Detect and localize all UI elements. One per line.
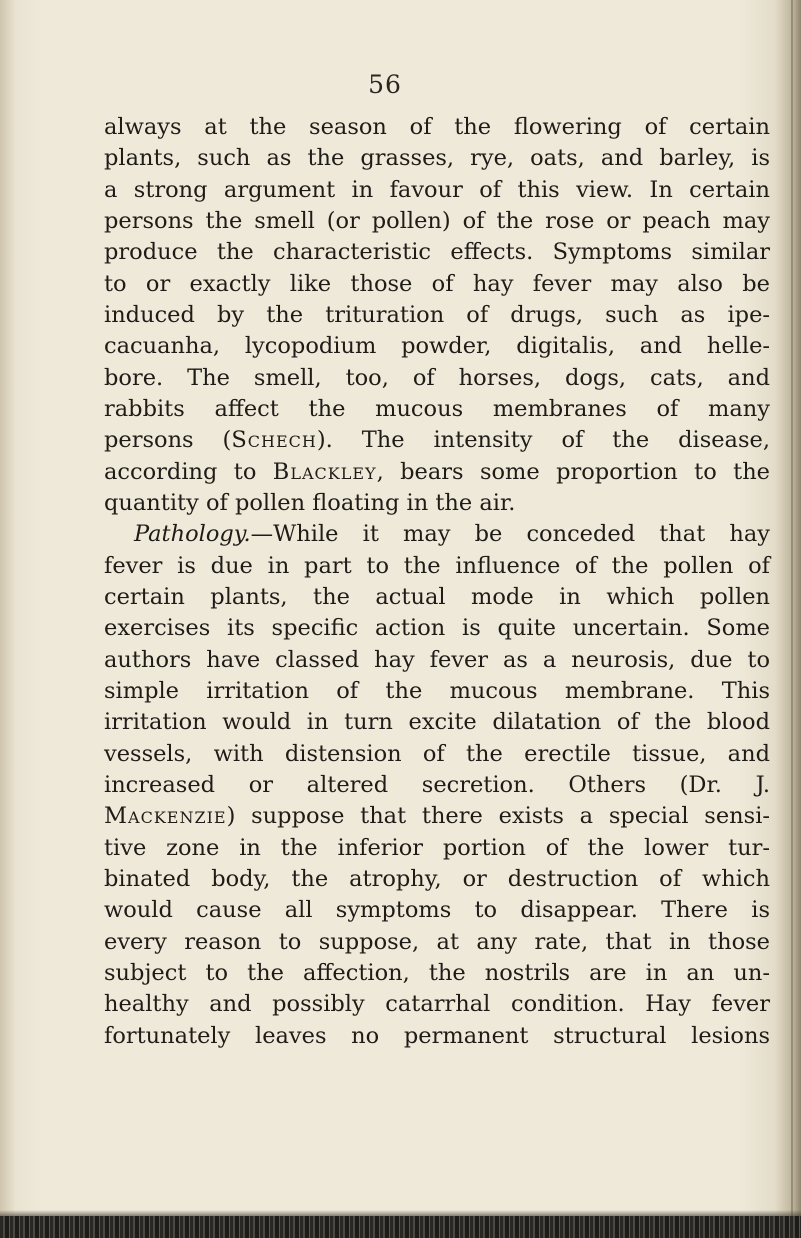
text-line: simple irritation of the mucous membrane. This — [104, 677, 770, 704]
author-name-blackley: Blackley — [272, 458, 377, 485]
text-line: fortunately leaves no permanent structural lesions — [104, 1022, 770, 1049]
text-line: a strong argument in favour of this view. In certain — [104, 176, 770, 203]
text-line-section-start: Pathology.—While it may be conceded that hay — [134, 521, 770, 548]
text-line: exercises its specific action is quite uncertain. Some — [104, 615, 770, 642]
page-number: 56 — [368, 70, 402, 99]
text-line: fever is due in part to the influence of the pollen of — [104, 552, 770, 579]
text-line: certain plants, the actual mode in which pollen — [104, 583, 770, 610]
text-line: to or exactly like those of hay fever may also be — [104, 270, 770, 297]
text-line: authors have classed hay fever as a neurosis, due to — [104, 646, 770, 673]
section-heading-pathology: Pathology. — [134, 521, 251, 548]
page-left-edge — [0, 0, 14, 1238]
text-line: according to Blackley, bears some proportion to the — [104, 458, 770, 485]
text-line: bore. The smell, too, of horses, dogs, cats, and — [104, 364, 770, 391]
text-line: would cause all symptoms to disappear. There is — [104, 897, 770, 924]
text-line: persons the smell (or pollen) of the rose or peach may — [104, 207, 770, 234]
text-line: induced by the trituration of drugs, such as ipe- — [104, 301, 770, 328]
text-line: always at the season of the flowering of certain — [104, 114, 770, 140]
text-line: healthy and possibly catarrhal condition. Hay fever — [104, 991, 770, 1018]
page-bottom-edge — [0, 1216, 801, 1238]
text-line: produce the characteristic effects. Symptoms similar — [104, 239, 770, 266]
text-line: quantity of pollen floating in the air. — [104, 489, 516, 516]
body-text — [104, 112, 770, 1052]
text-line: rabbits affect the mucous membranes of many — [104, 395, 770, 422]
text-line: Mackenzie) suppose that there exists a special sensi- — [104, 803, 770, 830]
text-line: plants, such as the grasses, rye, oats, and barley, is — [104, 145, 770, 172]
text-line: every reason to suppose, at any rate, that in those — [104, 928, 770, 955]
text-line: vessels, with distension of the erectile tissue, and — [104, 740, 770, 767]
author-name-mackenzie: Mackenzie — [104, 803, 227, 830]
text-line: persons (Schech). The intensity of the disease, — [104, 427, 770, 454]
text-line: increased or altered secretion. Others (Dr. J. — [104, 771, 770, 798]
text-line: tive zone in the inferior portion of the lower tur- — [104, 834, 770, 861]
text-line: subject to the affection, the nostrils are in an un- — [104, 959, 770, 986]
text-line: cacuanha, lycopodium powder, digitalis, and helle- — [104, 333, 770, 360]
page-right-edge-shadow — [775, 0, 801, 1238]
text-line: binated body, the atrophy, or destruction of which — [104, 865, 770, 892]
author-name-schech: Schech — [231, 427, 317, 454]
text-line: irritation would in turn excite dilatation of the blood — [104, 709, 770, 736]
